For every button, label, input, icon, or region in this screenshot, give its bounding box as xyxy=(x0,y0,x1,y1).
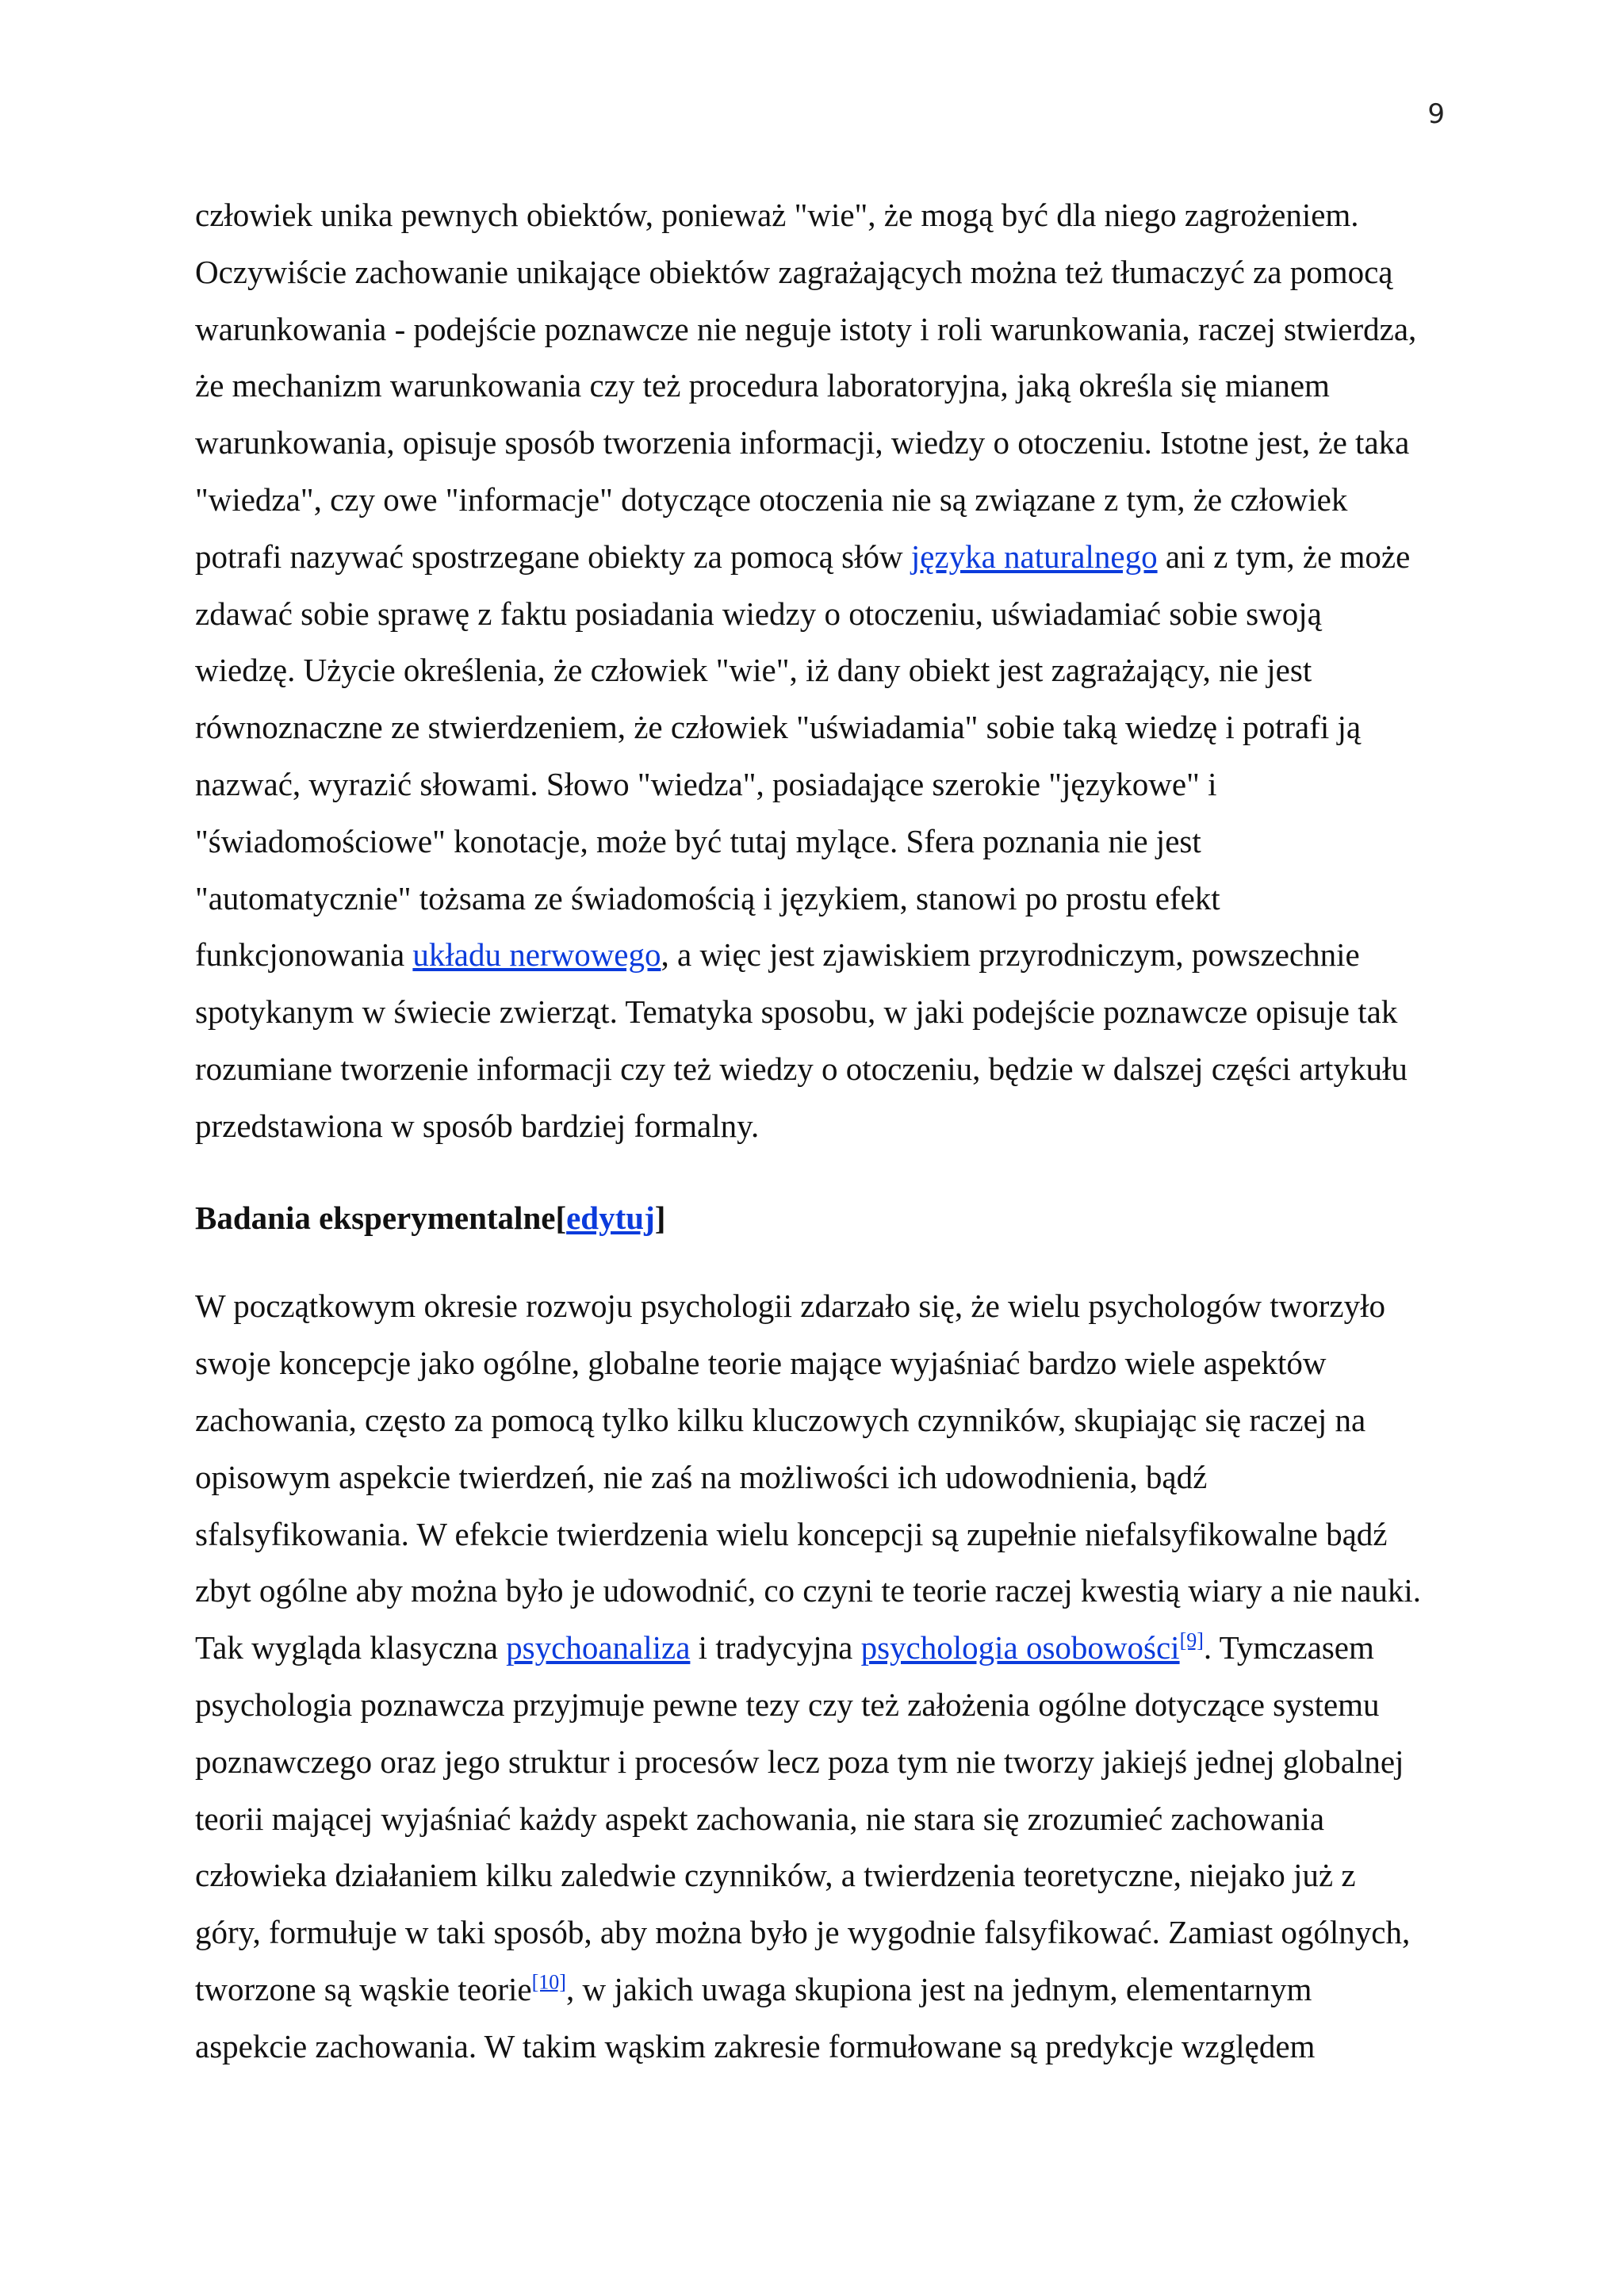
page-number: 9 xyxy=(1427,98,1445,130)
paragraph-2-text-c: . Tymczasem psychologia poznawcza przyjmuje pewne tezy czy też założenia ogólne dotyczące systemu poznawczego oraz jego struktur i procesów lecz poza tym nie tworzy jakiejś jednej globalnej teorii mającej wyjaśniać każdy aspekt zachowania, nie stara się zrozumieć zachowania człowieka działaniem kilku zaledwie czynników, a twierdzenia teoretyczne, niejako już z góry, formułuje w taki sposób, aby można było je wygodnie falsyfikować. Zamiast ogólnych, tworzone są wąskie teorie xyxy=(195,1629,1411,2007)
paragraph-1 xyxy=(195,187,1448,1155)
paragraph-2-text-a: W początkowym okresie rozwoju psychologii zdarzało się, że wielu psychologów tworzyło swoje koncepcje jako ogólne, globalne teorie mające wyjaśniać bardzo wiele aspektów zachowania, często za pomocą tylko kilku kluczowych czynników, skupiając się raczej na opisowym aspekcie twierdzeń, nie zaś na możliwości ich udowodnienia, bądź sfalsyfikowania. W efekcie twierdzenia wielu koncepcji są zupełnie niefalsyfikowalne bądź zbyt ogólne aby można było je udowodnić, co czyni te teorie raczej kwestią wiary a nie nauki. Tak wygląda klasyczna xyxy=(195,1288,1422,1667)
edit-section-link[interactable]: edytuj xyxy=(566,1199,655,1236)
edit-bracket-close: ] xyxy=(654,1199,666,1236)
paragraph-1-text-a: człowiek unika pewnych obiektów, ponieważ "wie", że mogą być dla niego zagrożeniem. Oczywiście zachowanie unikające obiektów zagrażających można też tłumaczyć za pomocą warunkowania - podejście poznawcze nie neguje istoty i roli warunkowania, raczej stwierdza, że mechanizm warunkowania czy też procedura laboratoryjna, jaką określa się mianem warunkowania, opisuje sposób tworzenia informacji, wiedzy o otoczeniu. Istotne jest, że taka "wiedza", czy owe "informacje" dotyczące otoczenia nie są związane z tym, że człowiek potrafi nazywać spostrzegane obiekty za pomocą słów xyxy=(195,197,1417,575)
article-body xyxy=(195,187,1448,2076)
reference-10 xyxy=(532,1970,566,1993)
edit-bracket-open: [ xyxy=(555,1199,567,1236)
paragraph-2 xyxy=(195,1278,1448,2075)
paragraph-1-text-b: ani z tym, że może zdawać sobie sprawę z faktu posiadania wiedzy o otoczeniu, uświadamiać sobie swoją wiedzę. Użycie określenia, że człowiek "wie", iż dany obiekt jest zagrażający, nie jest równoznaczne ze stwierdzeniem, że człowiek "uświadamia" sobie taką wiedzę i potrafi ją nazwać, wyrazić słowami. Słowo "wiedza", posiadające szerokie "językowe" i "świadomościowe" konotacje, może być tutaj mylące. Sfera poznania nie jest "automatycznie" tożsama ze świadomością i językiem, stanowi po prostu efekt funkcjonowania xyxy=(195,538,1411,974)
link-jezyk-naturalny[interactable]: języka naturalnego xyxy=(910,538,1158,575)
reference-9-link[interactable]: [9] xyxy=(1179,1628,1204,1652)
paragraph-1-text-c: , a więc jest zjawiskiem przyrodniczym, powszechnie spotykanym w świecie zwierząt. Tematyka sposobu, w jaki podejście poznawcze opisuje tak rozumiane tworzenie informacji czy też wiedzy o otoczeniu, będzie w dalszej części artykułu przedstawiona w sposób bardziej formalny. xyxy=(195,936,1408,1144)
link-uklad-nerwowy[interactable]: układu nerwowego xyxy=(412,936,661,974)
paragraph-2-text-d: , w jakich uwaga skupiona jest na jednym, elementarnym aspekcie zachowania. W takim wąskim zakresie formułowane są predykcje względem xyxy=(195,1970,1316,2064)
section-title: Badania eksperymentalne xyxy=(195,1199,556,1236)
reference-10-link[interactable]: [10] xyxy=(531,1970,566,1994)
link-psychoanaliza[interactable]: psychoanaliza xyxy=(506,1629,691,1667)
section-heading xyxy=(195,1190,1448,1247)
paragraph-2-text-b: i tradycyjna xyxy=(690,1629,861,1667)
link-psychologia-osobowosci[interactable]: psychologia osobowości xyxy=(860,1629,1180,1667)
reference-9 xyxy=(1180,1628,1204,1651)
